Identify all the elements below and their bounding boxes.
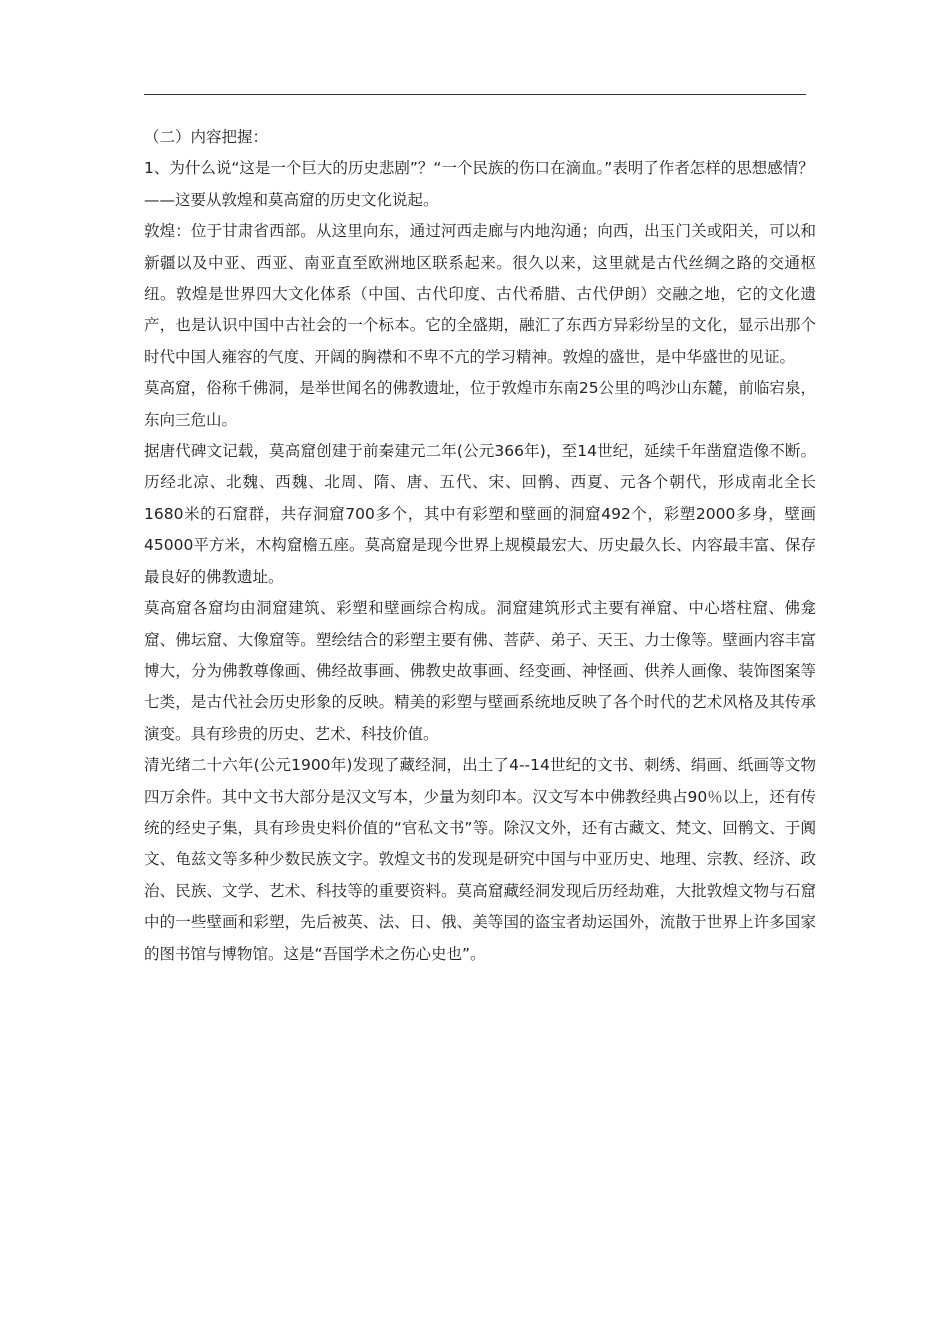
paragraph-library-cave: 清光绪二十六年(公元1900年)发现了藏经洞，出土了4--14世纪的文书、刺绣、绢画、纸画等文物四万余件。其中文书大部分是汉文写本，少量为刻印本。汉文写本中佛教经典占90％以上，还有传统的经史子集，具有珍贵史料价值的“官私文书”等。除汉文外，还有古藏文、梵文、回鹘文、于阗文、龟兹文等多种少数民族文字。敦煌文书的发现是研究中国与中亚历史、地理、宗教、经济、政治、民族、文学、艺术、科技等的重要资料。莫高窟藏经洞发现后历经劫难，大批敦煌文物与石窟中的一些壁画和彩塑，先后被英、法、日、俄、美等国的盗宝者劫运国外，流散于世界上许多国家的图书馆与博物馆。这是“吾国学术之伤心史也”。 bbox=[144, 756, 816, 963]
header-rule bbox=[144, 94, 806, 95]
paragraph-mogao-history: 据唐代碑文记载，莫高窟创建于前秦建元二年(公元366年)，至14世纪，延续千年凿窟造像不断。历经北凉、北魏、西魏、北周、隋、唐、五代、宋、回鹘、西夏、元各个朝代，形成南北全长1680米的石窟群，共存洞窟700多个，其中有彩塑和壁画的洞窟492个，彩塑2000多身，壁画45000平方米，木构窟檐五座。莫高窟是现今世界上规模最宏大、历史最久长、内容最丰富、保存最良好的佛教遗址。 bbox=[144, 442, 816, 586]
question-text: 1、为什么说“这是一个巨大的历史悲剧”？“一个民族的伤口在滴血。”表明了作者怎样的思想感情？ bbox=[144, 159, 814, 178]
document-body bbox=[144, 122, 816, 970]
paragraph-mogao-art: 莫高窟各窟均由洞窟建筑、彩塑和壁画综合构成。洞窟建筑形式主要有禅窟、中心塔柱窟、佛龛窟、佛坛窟、大像窟等。塑绘结合的彩塑主要有佛、菩萨、弟子、天王、力士像等。壁画内容丰富博大，分为佛教尊像画、佛经故事画、佛教史故事画、经变画、神怪画、供养人画像、装饰图案等七类，是古代社会历史形象的反映。精美的彩塑与壁画系统地反映了各个时代的艺术风格及其传承演变。具有珍贵的历史、艺术、科技价值。 bbox=[144, 599, 816, 743]
section-heading: （二）内容把握： bbox=[144, 128, 269, 146]
intro-line: ——这要从敦煌和莫高窟的历史文化说起。 bbox=[144, 190, 439, 209]
paragraph-dunhuang: 敦煌：位于甘肃省西部。从这里向东，通过河西走廊与内地沟通；向西，出玉门关或阳关，可以和新疆以及中亚、西亚、南亚直至欧洲地区联系起来。很久以来，这里就是古代丝绸之路的交通枢纽。敦煌是世界四大文化体系（中国、古代印度、古代希腊、古代伊朗）交融之地，它的文化遗产，也是认识中国中古社会的一个标本。它的全盛期，融汇了东西方异彩纷呈的文化，显示出那个时代中国人雍容的气度、开阔的胸襟和不卑不亢的学习精神。敦煌的盛世，是中华盛世的见证。 bbox=[144, 222, 816, 366]
paragraph-mogao-location: 莫高窟，俗称千佛洞，是举世闻名的佛教遗址，位于敦煌市东南25公里的鸣沙山东麓，前临宕泉，东向三危山。 bbox=[144, 379, 816, 429]
